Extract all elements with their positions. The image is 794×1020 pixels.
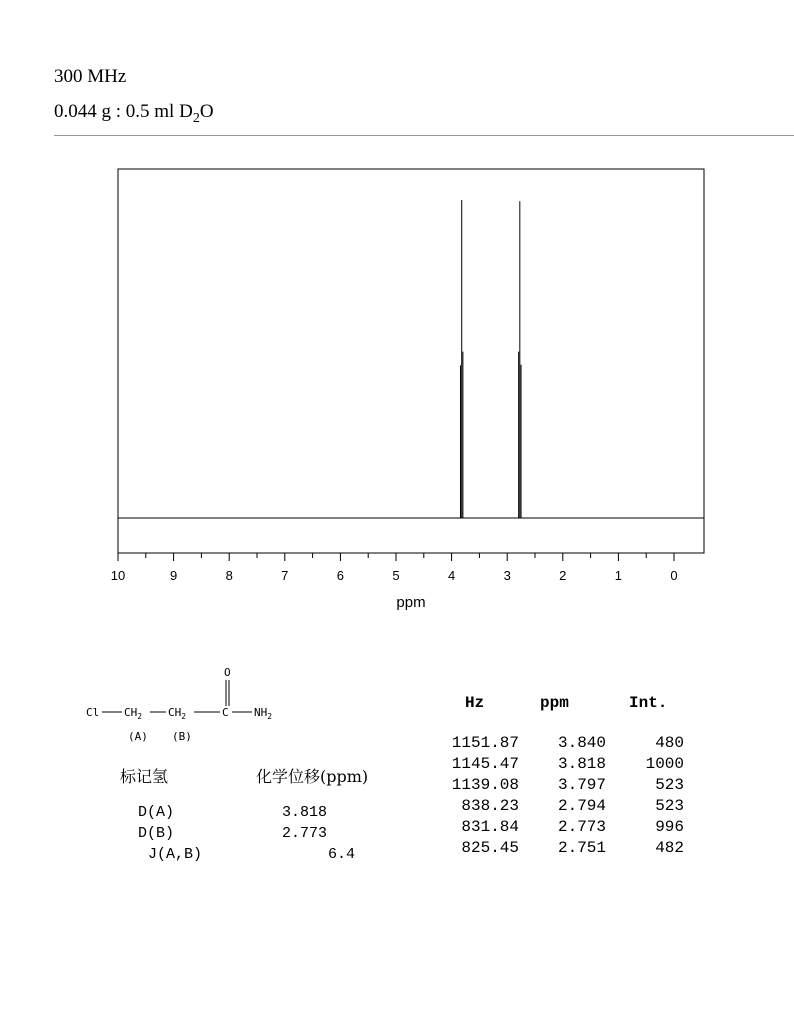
x-axis-ticks — [111, 553, 678, 583]
peak-ppm-cell: 2.773 — [557, 818, 606, 836]
x-axis-label: ppm — [396, 594, 426, 611]
atom-cl: Cl — [86, 706, 100, 719]
atom-carbonyl-c: C — [222, 706, 229, 719]
plot-frame — [118, 169, 704, 553]
peak-int-cell: 523 — [655, 776, 684, 794]
sample-subscript: 2 — [192, 110, 200, 126]
assign-header-shift: 化学位移(ppm) — [256, 767, 369, 786]
assign-label-j: J(A,B) — [148, 846, 203, 863]
peak-hz-cell: 1139.08 — [451, 776, 519, 794]
x-tick-label: 10 — [110, 568, 126, 583]
x-tick-label: 1 — [614, 568, 623, 583]
x-tick-label: 7 — [281, 568, 289, 583]
label-b: (B) — [172, 730, 192, 742]
peak-hz-cell: 825.45 — [461, 839, 519, 857]
sample-suffix: O — [199, 101, 214, 122]
peak-header-ppm: ppm — [540, 694, 569, 712]
peak-hz-cell: 1151.87 — [451, 734, 519, 752]
x-tick-label: 3 — [503, 568, 511, 583]
peak-header-hz: Hz — [465, 694, 485, 712]
atom-ch2-a: $CH_2$ — [124, 706, 143, 721]
peak-hz-cell: 1145.47 — [451, 755, 519, 773]
x-tick-label: 5 — [392, 568, 400, 583]
peak-int-cell: 996 — [655, 818, 684, 836]
peak-int-cell: 1000 — [645, 755, 684, 773]
assign-value-j: 6.4 — [328, 846, 356, 863]
assign-value-a: 3.818 — [282, 804, 328, 821]
peak-header-int: Int. — [629, 694, 668, 712]
peak-ppm-cell: 2.794 — [557, 797, 606, 815]
spectrometer-frequency: 300 MHz — [54, 66, 127, 87]
peak-ppm-cell: 2.751 — [557, 839, 606, 857]
atom-ch2-b: $CH_2$ — [168, 706, 187, 721]
assign-label-a: D(A) — [138, 804, 175, 821]
assign-label-b: D(B) — [138, 825, 175, 842]
peak-hz-cell: 838.23 — [461, 797, 519, 815]
assign-header-label: 标记氢 — [120, 767, 169, 786]
peak-ppm-cell: 3.818 — [557, 755, 606, 773]
peak-int-cell: 482 — [655, 839, 684, 857]
peak-hz-cell: 831.84 — [461, 818, 519, 836]
x-tick-label: 6 — [336, 568, 345, 583]
sample-prefix: 0.044 g : 0.5 ml D — [54, 101, 193, 122]
atom-nh2: $NH_2$ — [254, 706, 273, 721]
atom-oxygen: O — [224, 666, 231, 679]
peak-ppm-cell: 3.797 — [557, 776, 606, 794]
x-tick-label: 8 — [225, 568, 233, 583]
peak-int-cell: 523 — [655, 797, 684, 815]
peak-lines — [460, 200, 521, 518]
x-tick-label: 4 — [447, 568, 456, 583]
label-a: (A) — [128, 730, 148, 742]
peak-int-cell: 480 — [655, 734, 684, 752]
x-tick-label: 9 — [169, 568, 178, 583]
molecule-structure — [86, 662, 306, 742]
x-tick-label: 2 — [559, 568, 567, 583]
assign-value-b: 2.773 — [282, 825, 328, 842]
peak-ppm-cell: 3.840 — [557, 734, 606, 752]
x-tick-label: 0 — [670, 568, 678, 583]
